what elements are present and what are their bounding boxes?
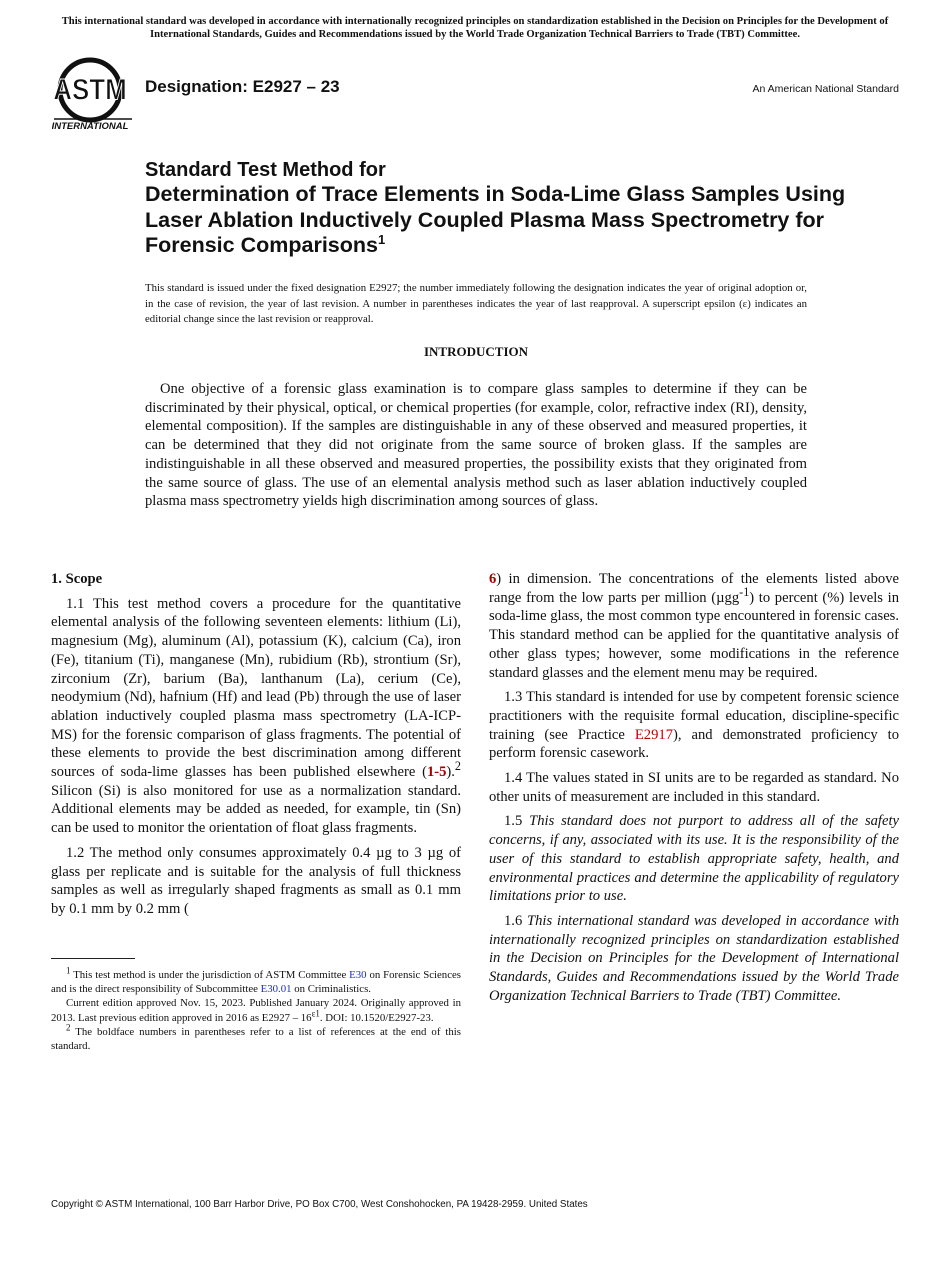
issue-note: This standard is issued under the fixed designation E2927; the number immediately following the designation indicates the year of original adoption or, in the case of revision, the year of last revision. A number in parentheses indicates the year of last reapproval. A superscript epsilon (ε) indicates an editorial change since the last revision or reapproval. xyxy=(145,282,807,325)
paragraph-1-4: 1.4 The values stated in SI units are to be regarded as standard. No other units of measurement are included in this standard. xyxy=(489,770,899,805)
committee-link[interactable]: E30 xyxy=(349,969,367,981)
practice-link[interactable]: E2917 xyxy=(634,726,673,743)
copyright: Copyright © ASTM International, 100 Barr Harbor Drive, PO Box C700, West Conshohocken, PA 19428-2959. United States xyxy=(51,1199,588,1210)
title-prefix: Standard Test Method for xyxy=(145,159,386,181)
left-column xyxy=(51,570,461,925)
page-title: Determination of Trace Elements in Soda-Lime Glass Samples Using Laser Ablation Inductively Coupled Plasma Mass Spectrometry for Forensic Comparisons$^1$ xyxy=(145,182,846,257)
footnotes xyxy=(51,965,461,1053)
footnote-divider xyxy=(51,958,135,959)
scope-heading: 1. Scope xyxy=(51,571,103,587)
national-standard-label: An American National Standard xyxy=(752,83,899,95)
reference-link[interactable]: 6 xyxy=(489,571,497,587)
title-block xyxy=(145,158,865,259)
title-footnote-mark: 1 xyxy=(377,231,386,247)
paragraph-1-2-cont: 6) in dimension. The concentrations of the elements listed above range from the low parts per million (µgg$^{-1}$) to percent (%) levels in soda-lime glass, the most common type encountered in forensic cases. This standard method can be applied for the quantitative analysis of other glass types; however, some modifications in the reference standard glasses and the element menu may be required. xyxy=(489,571,899,681)
footnote-mark[interactable]: 2 xyxy=(454,759,461,774)
introduction-text: One objective of a forensic glass examination is to compare glass samples to determine if they can be discriminated by their physical, optical, or chemical properties (for example, color, refractive index (RI), density, elemental composition). If the samples are distinguishable in any of these observed and measured properties, it can be determined that they did not originate from the same source of broken glass. If the samples are indistinguishable in all these observed and measured properties, the possibility exists that they originated from the same source of glass. The use of an elemental analysis method such as laser ablation inductively coupled plasma mass spectrometry yields high discrimination among sources of glass. xyxy=(145,381,807,510)
footnote-1: $^1$ This test method is under the jurisdiction of ASTM Committee E30 on Forensic Sciences and is the direct responsibility of Subcommittee E30.01 on Criminalistics. xyxy=(51,965,461,996)
right-column xyxy=(489,570,899,1011)
top-notice: This international standard was developed in accordance with internationally recognized principles on standardization established in the Decision on Principles for the Development of International Standards, Guides and Recommendations issued by the World Trade Organization Technical Barriers to Trade (TBT) Committee. xyxy=(61,16,889,40)
paragraph-1-6: 1.6 This international standard was developed in accordance with internationally recognized principles on standardization established in the Decision on Principles for the Development of International Standards, Guides and Recommendations issued by the World Trade Organization Technical Barriers to Trade (TBT) Committee. xyxy=(489,912,900,1004)
logo-letters: ASTM xyxy=(53,73,127,107)
footnote-edition: Current edition approved Nov. 15, 2023. Published January 2024. Originally approved in 2013. Last previous edition approved in 2016 as $E2927 - 16^{\varepsilon 1}$. DOI: 10.1520/E2927-23. xyxy=(51,997,461,1024)
paragraph-1-1: 1.1 This test method covers a procedure for the quantitative elemental analysis of the following seventeen elements: lithium (Li), magnesium (Mg), aluminum (Al), potassium (K), calcium (Ca), iron (Fe), titanium (Ti), manganese (Mn), rubidium (Rb), strontium (Sr), zirconium (Zr), barium (Ba), lanthanum (La), cerium (Ce), neodymium (Nd), hafnium (Hf) and lead (Pb) through the use of laser ablation inductively coupled plasma mass spectrometry (LA-ICP-MS) for the forensic comparison of glass fragments. The potential of these elements to provide the best discrimination among different sources of soda-lime glasses has been published elsewhere (1-5).$^2$ Silicon (Si) is also monitored for use as a normalization standard. Additional elements may be added as needed, for example, tin (Sn) can be used to monitor the orientation of float glass fragments. xyxy=(51,595,461,837)
paragraph-1-5: 1.5 This standard does not purport to address all of the safety concerns, if any, associated with its use. It is the responsibility of the user of this standard to establish appropriate safety, health, and environmental practices and determine the applicability of regulatory limitations prior to use. xyxy=(489,813,899,905)
introduction-heading: INTRODUCTION xyxy=(423,344,528,359)
designation: Designation: E2927 – 23 xyxy=(145,77,340,96)
logo-subtitle: INTERNATIONAL xyxy=(52,121,129,132)
astm-logo xyxy=(52,56,136,132)
paragraph-1-3: 1.3 This standard is intended for use by competent forensic science practitioners with the requisite formal education, discipline-specific training (see Practice E2917), and demonstrated proficiency to perform forensic casework. xyxy=(489,689,900,762)
paragraph-1-2-start: 1.2 The method only consumes approximately 0.4 µg to 3 µg of glass per replicate and is suitable for the analysis of full thickness samples as well as irregularly shaped fragments as small as 0.1 mm by 0.1 mm by 0.2 mm ( xyxy=(51,844,461,917)
reference-link[interactable]: 1-5 xyxy=(426,764,447,781)
footnote-2: $^2$ The boldface numbers in parentheses refer to a list of references at the end of this standard. xyxy=(51,1022,461,1053)
subcommittee-link[interactable]: E30.01 xyxy=(260,983,292,996)
